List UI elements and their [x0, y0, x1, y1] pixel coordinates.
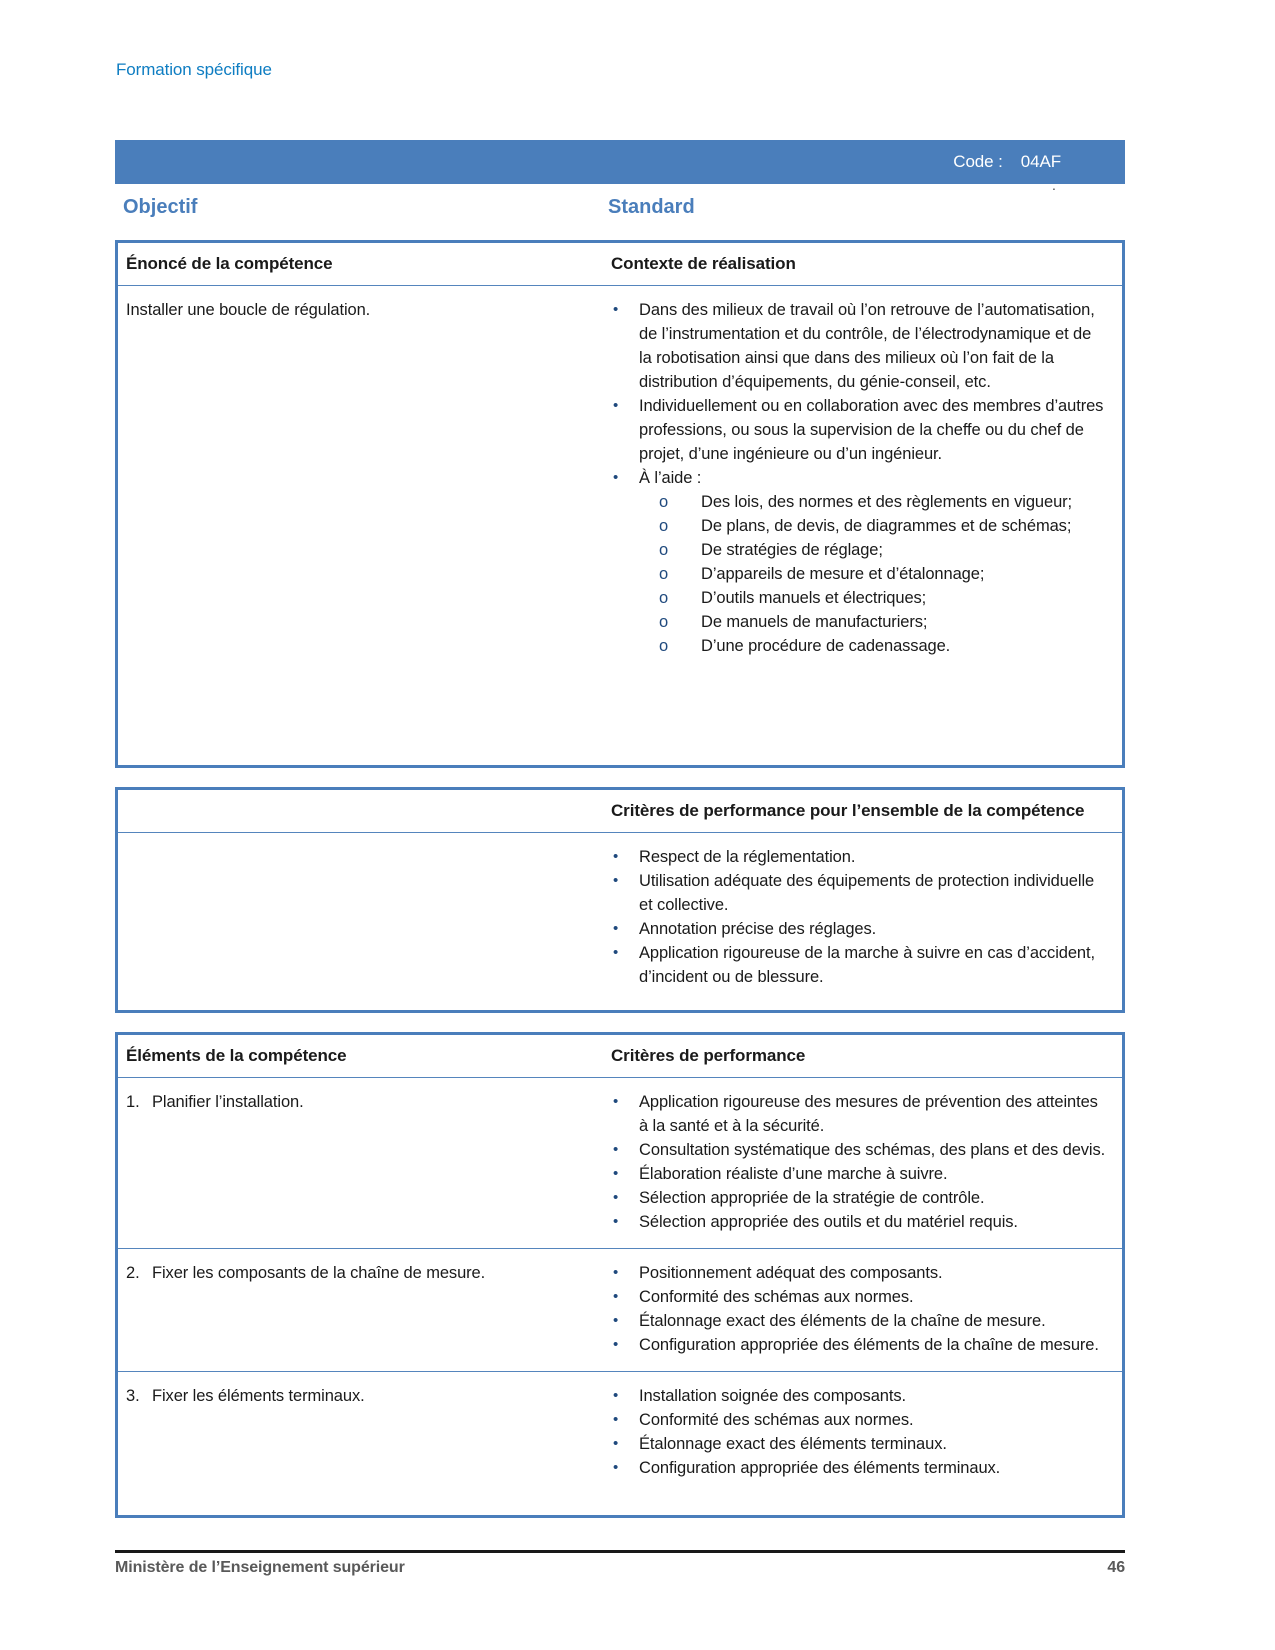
stray-mark: .	[1052, 177, 1056, 193]
context-cell	[603, 286, 1122, 672]
bullet-icon: •	[613, 1411, 619, 1428]
bullet-icon: •	[613, 1264, 619, 1281]
global-criteria-cell	[603, 833, 1122, 1003]
criteria-item	[613, 1432, 1108, 1456]
footer-page-number: 46	[1107, 1559, 1125, 1576]
criteria-cell	[603, 1078, 1122, 1248]
context-sub-text: Des lois, des normes et des règlements en vigueur;	[701, 493, 1073, 511]
footer-ministry: Ministère de l’Enseignement supérieur	[115, 1559, 405, 1576]
sub-bullet-icon: o	[659, 541, 669, 559]
bullet-icon: •	[613, 872, 619, 889]
element-row	[118, 1371, 1122, 1494]
bullet-icon: •	[613, 1165, 619, 1182]
bullet-icon: •	[613, 920, 619, 937]
context-bullet-item	[613, 394, 1108, 466]
bullet-icon: •	[613, 1189, 619, 1206]
criteria-item	[613, 1408, 1108, 1432]
global-criteria-text: Utilisation adéquate des équipements de protection individuelle et collective.	[639, 872, 1095, 914]
criteria-text: Positionnement adéquat des composants.	[639, 1264, 943, 1282]
global-criteria-list	[603, 845, 1108, 989]
bullet-icon: •	[613, 469, 619, 486]
element-label: Fixer les éléments terminaux.	[152, 1387, 365, 1405]
elements-table-header	[118, 1035, 1122, 1078]
standard-heading: Standard	[608, 196, 695, 218]
context-bullet-text: Individuellement ou en collaboration avec des membres d’autres professions, ou sous la supervision de la cheffe ou du chef de projet, d’une ingénieure ou d’un ingénieur.	[639, 397, 1104, 463]
criteria-item	[613, 1309, 1108, 1333]
context-sub-item	[659, 610, 1093, 634]
criteria-cell	[603, 1249, 1122, 1371]
element-number: 1.	[126, 1093, 140, 1111]
criteria-text: Élaboration réaliste d’une marche à suivre.	[639, 1165, 948, 1183]
criteria-item	[613, 1333, 1108, 1357]
competence-statement: Installer une boucle de régulation.	[126, 301, 371, 319]
global-criteria-body	[118, 833, 1122, 1003]
element-number: 2.	[126, 1264, 140, 1282]
criteria-text: Installation soignée des composants.	[639, 1387, 906, 1405]
criteria-item	[613, 1384, 1108, 1408]
global-criteria-table	[115, 787, 1125, 1013]
criteria-item	[613, 1138, 1108, 1162]
criteria-item	[613, 1456, 1108, 1480]
context-bullet-item	[613, 298, 1108, 394]
criteria-text: Sélection appropriée des outils et du matériel requis.	[639, 1213, 1018, 1231]
criteria-item	[613, 1261, 1108, 1285]
element-cell	[118, 1078, 603, 1248]
criteria-item	[613, 1285, 1108, 1309]
global-criteria-item	[613, 917, 1108, 941]
sub-bullet-icon: o	[659, 493, 669, 511]
code-value: 04AF	[1020, 152, 1061, 171]
criteria-text: Conformité des schémas aux normes.	[639, 1288, 914, 1306]
enonce-table-body	[118, 286, 1122, 672]
bullet-icon: •	[613, 301, 619, 318]
criteria-item	[613, 1162, 1108, 1186]
global-criteria-header-row	[118, 790, 1122, 833]
global-criteria-text: Application rigoureuse de la marche à suivre en cas d’accident, d’incident ou de blessure.	[639, 944, 1095, 986]
global-criteria-item	[613, 941, 1108, 989]
context-sub-item	[659, 514, 1093, 538]
footer	[115, 1559, 1125, 1577]
global-criteria-item	[613, 845, 1108, 869]
criteria-cell	[603, 1372, 1122, 1494]
element-number: 3.	[126, 1387, 140, 1405]
criteria-text: Configuration appropriée des éléments terminaux.	[639, 1459, 1001, 1477]
bullet-icon: •	[613, 1336, 619, 1353]
footer-rule	[115, 1550, 1125, 1553]
context-sub-list	[659, 490, 1108, 658]
sub-bullet-icon: o	[659, 613, 669, 631]
criteria-item	[613, 1210, 1108, 1234]
context-bullet-item	[613, 466, 1108, 658]
column-headings	[115, 196, 1125, 219]
element-cell	[118, 1372, 603, 1494]
bullet-icon: •	[613, 397, 619, 414]
bullet-icon: •	[613, 1312, 619, 1329]
criteria-list	[603, 1261, 1108, 1357]
context-sub-item	[659, 490, 1093, 514]
criteria-text: Conformité des schémas aux normes.	[639, 1411, 914, 1429]
criteria-text: Sélection appropriée de la stratégie de contrôle.	[639, 1189, 985, 1207]
bullet-icon: •	[613, 1093, 619, 1110]
criteria-text: Configuration appropriée des éléments de la chaîne de mesure.	[639, 1336, 1099, 1354]
element-row	[118, 1078, 1122, 1248]
context-sub-item	[659, 562, 1093, 586]
code-bar	[115, 140, 1125, 184]
context-sub-item	[659, 538, 1093, 562]
element-label: Planifier l’installation.	[152, 1093, 304, 1111]
element-label: Fixer les composants de la chaîne de mesure.	[152, 1264, 486, 1282]
bullet-icon: •	[613, 1435, 619, 1452]
sub-bullet-icon: o	[659, 637, 669, 655]
global-criteria-text: Annotation précise des réglages.	[639, 920, 877, 938]
context-bullet-text: Dans des milieux de travail où l’on retrouve de l’automatisation, de l’instrumentation et du contrôle, de l’électrodynamique et de la robotisation ainsi que dans des milieux où l’on fait de la distribution d’équipements, du génie-conseil, etc.	[639, 301, 1095, 391]
context-sub-text: D’une procédure de cadenassage.	[701, 637, 951, 655]
section-label: Formation spécifique	[116, 60, 272, 79]
element-row	[118, 1248, 1122, 1371]
elements-header-left: Éléments de la compétence	[126, 1046, 347, 1065]
bullet-icon: •	[613, 1213, 619, 1230]
criteria-item	[613, 1186, 1108, 1210]
criteria-text: Application rigoureuse des mesures de prévention des atteintes à la santé et à la sécurité.	[639, 1093, 1098, 1135]
context-sub-text: De stratégies de réglage;	[701, 541, 883, 559]
bullet-icon: •	[613, 1141, 619, 1158]
context-sub-text: D’outils manuels et électriques;	[701, 589, 927, 607]
bullet-icon: •	[613, 1387, 619, 1404]
context-bullet-text: À l’aide :	[639, 469, 702, 487]
sub-bullet-icon: o	[659, 517, 669, 535]
context-sub-item	[659, 586, 1093, 610]
sub-bullet-icon: o	[659, 565, 669, 583]
bullet-icon: •	[613, 1288, 619, 1305]
criteria-item	[613, 1090, 1108, 1138]
bullet-icon: •	[613, 944, 619, 961]
element-cell	[118, 1249, 603, 1371]
context-sub-text: De manuels de manufacturiers;	[701, 613, 928, 631]
enonce-header-left: Énoncé de la compétence	[126, 254, 333, 273]
elements-header-right: Critères de performance	[611, 1046, 806, 1065]
global-criteria-header-empty	[118, 790, 603, 832]
context-bullet-list	[603, 298, 1108, 658]
global-criteria-text: Respect de la réglementation.	[639, 848, 856, 866]
criteria-text: Consultation systématique des schémas, des plans et des devis.	[639, 1141, 1106, 1159]
code-label: Code :	[953, 152, 1003, 171]
global-criteria-item	[613, 869, 1108, 917]
context-sub-item	[659, 634, 1093, 658]
bullet-icon: •	[613, 848, 619, 865]
elements-table	[115, 1032, 1125, 1518]
objectif-heading: Objectif	[123, 196, 198, 218]
criteria-list	[603, 1090, 1108, 1234]
bullet-icon: •	[613, 1459, 619, 1476]
global-criteria-header: Critères de performance pour l’ensemble de la compétence	[611, 801, 1085, 820]
enonce-table	[115, 240, 1125, 768]
context-sub-text: De plans, de devis, de diagrammes et de schémas;	[701, 517, 1072, 535]
criteria-list	[603, 1384, 1108, 1480]
criteria-text: Étalonnage exact des éléments de la chaîne de mesure.	[639, 1312, 1046, 1330]
elements-table-body	[118, 1078, 1122, 1494]
criteria-text: Étalonnage exact des éléments terminaux.	[639, 1435, 947, 1453]
sub-bullet-icon: o	[659, 589, 669, 607]
global-criteria-empty-cell	[118, 833, 603, 1003]
enonce-table-header	[118, 243, 1122, 286]
enonce-header-right: Contexte de réalisation	[611, 254, 796, 273]
context-sub-text: D’appareils de mesure et d’étalonnage;	[701, 565, 985, 583]
